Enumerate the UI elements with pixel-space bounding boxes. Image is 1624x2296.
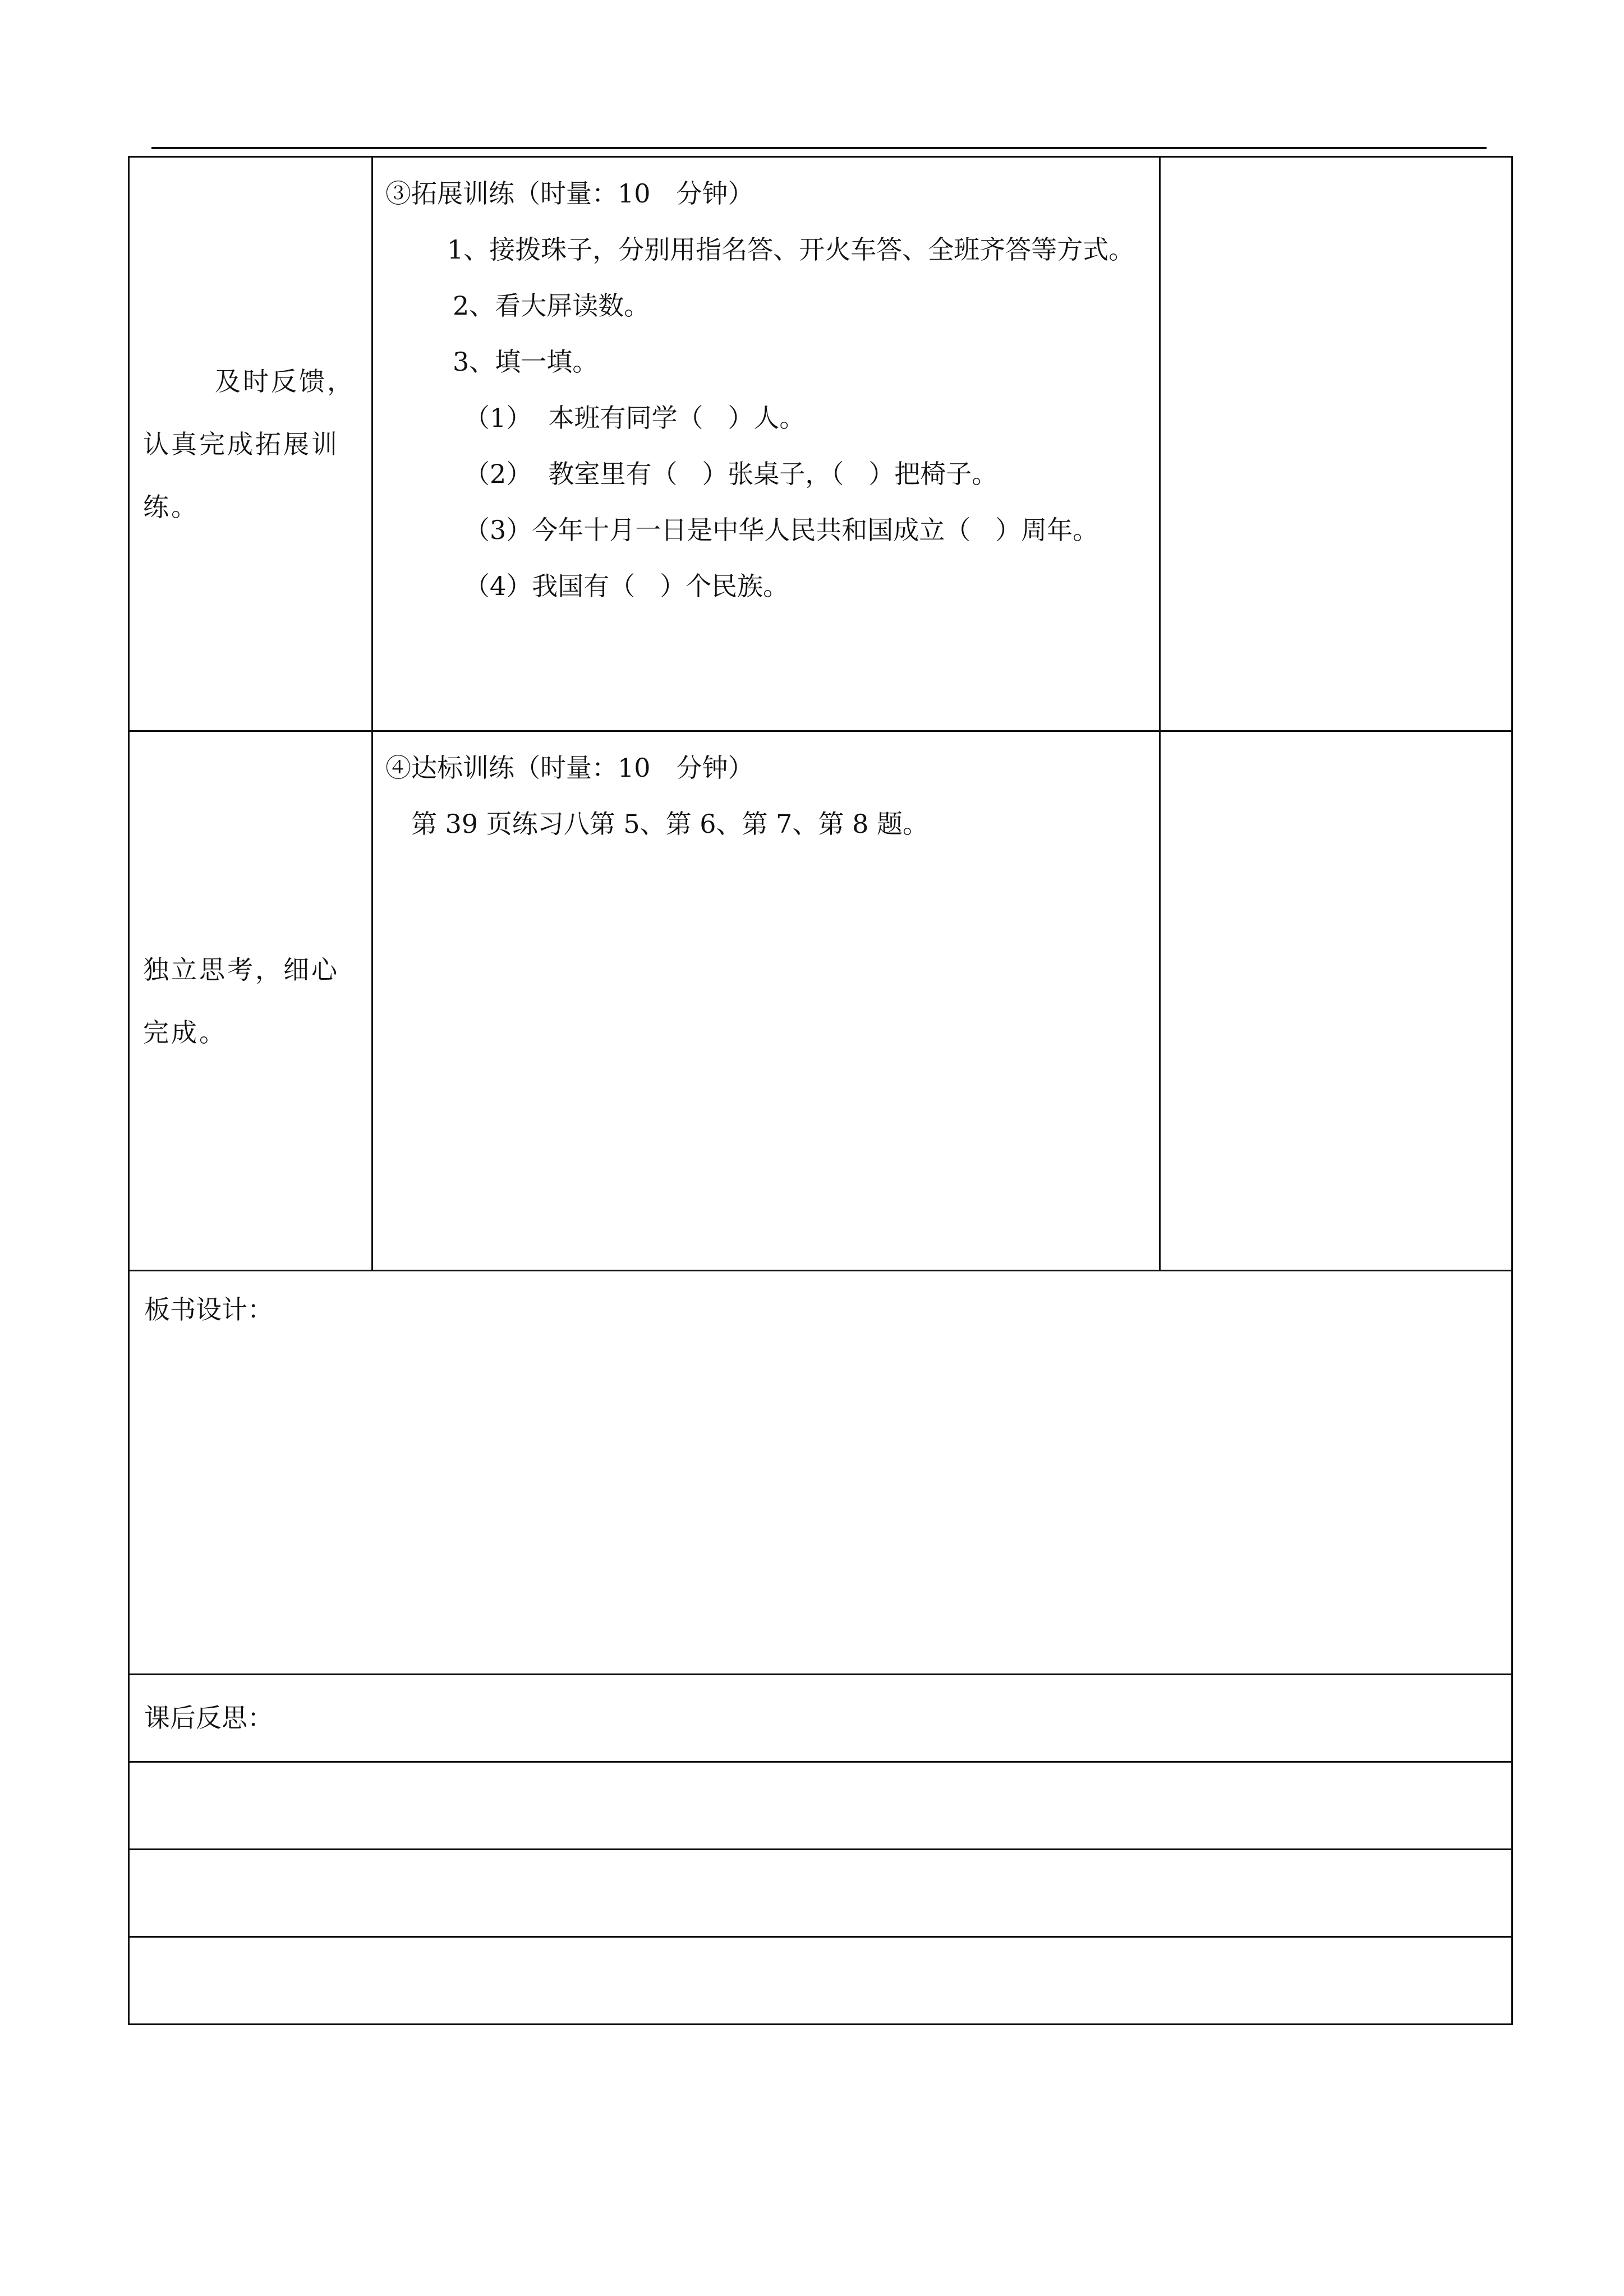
- extension-content-cell: [372, 157, 1160, 731]
- standard-task: 第 39 页练习八第 5、第 6、第 7、第 8 题。: [411, 809, 928, 839]
- standard-training-row: [129, 731, 1512, 1271]
- reflection-blank-row-1: [129, 1762, 1512, 1850]
- reflection-label: 课后反思：: [144, 1703, 273, 1733]
- extension-notes-cell: [1160, 157, 1512, 731]
- extension-training-row: [129, 157, 1512, 731]
- reflection-blank-row-2: [129, 1850, 1512, 1937]
- reflection-blank-row-3: [129, 1937, 1512, 2025]
- extension-item-3: 3、填一填。: [453, 347, 599, 377]
- standard-content-cell: [372, 731, 1160, 1271]
- standard-student-activity-text: 独立思考，细心完成。: [143, 954, 339, 1048]
- extension-heading: ③拓展训练（时量：10 分钟）: [385, 178, 754, 209]
- header-rule: [151, 147, 1487, 149]
- standard-student-activity-cell: [129, 731, 372, 1271]
- fill-item-2: （2） 教室里有（ ）张桌子，（ ）把椅子。: [464, 459, 998, 489]
- fill-item-3: （3）今年十月一日是中华人民共和国成立（ ）周年。: [464, 515, 1099, 545]
- standard-heading: ④达标训练（时量：10 分钟）: [385, 753, 754, 783]
- extension-item-2: 2、看大屏读数。: [453, 291, 650, 321]
- reflection-row: [129, 1675, 1512, 1762]
- fill-item-4: （4）我国有（ ）个民族。: [464, 571, 789, 601]
- board-design-row: [129, 1271, 1512, 1675]
- board-design-cell: [129, 1271, 1512, 1675]
- reflection-blank-cell-3: [129, 1937, 1512, 2025]
- reflection-blank-cell-1: [129, 1762, 1512, 1850]
- reflection-blank-cell-2: [129, 1850, 1512, 1937]
- lesson-plan-table: [128, 156, 1513, 2025]
- extension-student-activity-cell: [129, 157, 372, 731]
- board-design-label: 板书设计：: [144, 1294, 273, 1325]
- extension-student-activity-text: 及时反馈，认真完成拓展训练。: [143, 366, 355, 522]
- fill-item-1: （1） 本班有同学（ ）人。: [464, 403, 806, 433]
- extension-item-1: 1、接拨珠子，分别用指名答、开火车答、全班齐答等方式。: [447, 234, 1135, 265]
- standard-notes-cell: [1160, 731, 1512, 1271]
- reflection-cell: [129, 1675, 1512, 1762]
